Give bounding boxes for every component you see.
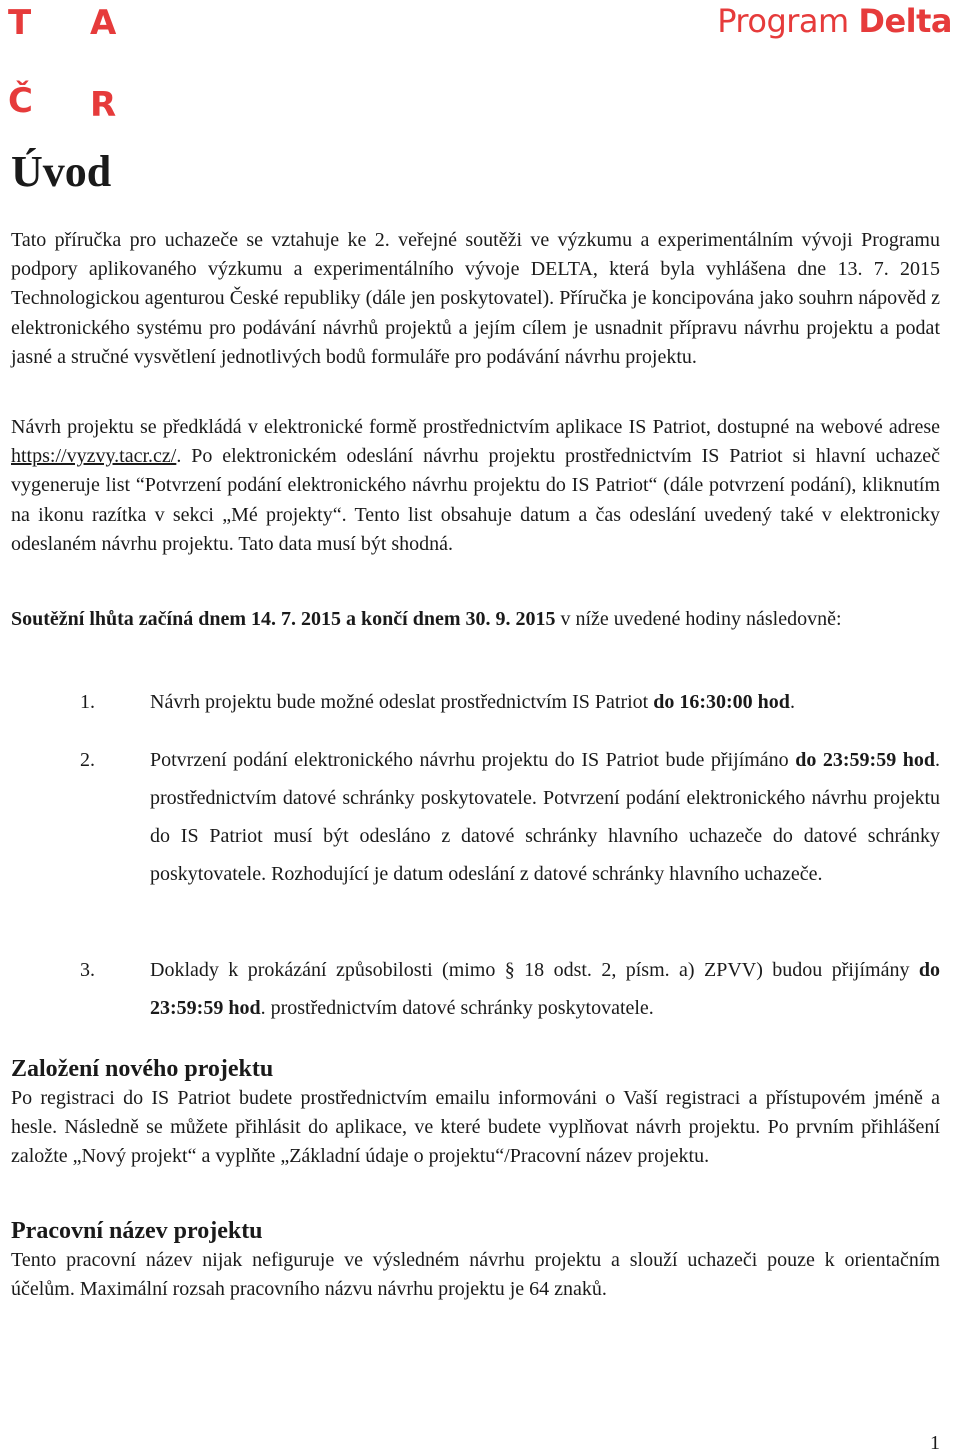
section-heading: Pracovní název projektu: [11, 1218, 263, 1244]
section-working-name: [11, 1216, 940, 1304]
deadline-text: [11, 600, 940, 638]
deadline-rest: v níže uvedené hodiny následovně:: [555, 608, 842, 630]
logo-letter-a: A: [90, 3, 117, 43]
list-number: 2.: [80, 749, 95, 771]
list-text: [150, 741, 940, 893]
page-title: Úvod: [11, 147, 112, 196]
section-text: Po registraci do IS Patriot budete prostřednictvím emailu informováni o Vaší registraci a přístupovém jméně a hesle. Následně se můžete přihlásit do aplikace, ve které budete vyplňovat návrh projektu. Po prvním přihlášení založte „Nový projekt“ a vyplňte „Základní údaje o projektu“/Pracovní název projektu.: [11, 1087, 940, 1168]
logo-letter-r: R: [90, 85, 117, 125]
logo-letter-t: T: [8, 3, 32, 43]
delta-label: Delta: [858, 2, 952, 40]
list-item: [80, 683, 940, 721]
list-text: [150, 683, 940, 721]
page-number: 1: [930, 1432, 940, 1454]
program-delta-logo: [717, 2, 952, 40]
intro-paragraph-1: [11, 226, 940, 372]
list-number: 3.: [80, 959, 95, 981]
list-text-before: Návrh projektu bude možné odeslat prostřednictvím IS Patriot: [150, 691, 654, 713]
section-text: Tento pracovní název nijak nefiguruje ve výsledném návrhu projektu a slouží uchazeči pouze k orientačním účelům. Maximální rozsah pracovního názvu návrhu projektu je 64 znaků.: [11, 1249, 940, 1301]
section-new-project: [11, 1054, 940, 1172]
intro-text-2: [11, 413, 940, 559]
intro-paragraph-2: [11, 413, 940, 559]
list-text-before: Potvrzení podání elektronického návrhu projektu do IS Patriot bude přijímáno: [150, 749, 796, 771]
list-text-after: . prostřednictvím datové schránky poskytovatele. Potvrzení podání elektronického návrhu projektu do IS Patriot musí být odesláno z datové schránky hlavního uchazeče do datové schránky poskytovatele. Rozhodující je datum odeslání z datové schránky hlavního uchazeče.: [150, 749, 940, 885]
list-text-before: Doklady k prokázání způsobilosti (mimo § 18 odst. 2, písm. a) ZPVV) budou přijímány: [150, 959, 919, 981]
list-item: [80, 741, 940, 893]
list-text-after: .: [789, 691, 795, 713]
list-text-after: . prostřednictvím datové schránky poskytovatele.: [260, 997, 654, 1019]
list-text: [150, 951, 940, 1027]
intro-text-1: Tato příručka pro uchazeče se vztahuje ke 2. veřejné soutěži ve výzkumu a experimentálním vývoji Programu podpory aplikovaného výzkumu a experimentálního vývoje DELTA, která byla vyhlášena dne 13. 7. 2015 Technologickou agenturou České republiky (dále jen poskytovatel). Příručka je koncipována jako souhrn nápověd z elektronického systému pro podávání návrhů projektů a jejím cílem je usnadnit přípravu návrhu projektu a podat jasné a stručné vysvětlení jednotlivých bodů formuláře pro podávání návrhu projektu.: [11, 229, 940, 368]
list-text-bold: do 23:59:59 hod: [150, 959, 940, 1019]
logo-letter-c: Č: [8, 81, 33, 121]
intro-text-2-after: . Po elektronickém odeslání návrhu projektu prostřednictvím IS Patriot si hlavní uchazeč vygeneruje list “Potvrzení podání elektronického návrhu projektu do IS Patriot“ (dále potvrzení podání), kliknutím na ikonu razítka v sekci „Mé projekty“. Tento list obsahuje datum a čas odeslání uvedený také v elektronicky odeslaném návrhu projektu. Tato data musí být shodná.: [11, 445, 940, 555]
intro-text-2-before: Návrh projektu se předkládá v elektronické formě prostřednictvím aplikace IS Patriot, dostupné na webové adrese: [11, 416, 940, 438]
vyzvy-link[interactable]: https://vyzvy.tacr.cz/: [11, 445, 177, 468]
list-item: [80, 951, 940, 1027]
list-text-bold: do 23:59:59 hod: [795, 749, 935, 771]
deadline-bold: Soutěžní lhůta začíná dnem 14. 7. 2015 a končí dnem 30. 9. 2015: [11, 608, 556, 630]
section-heading: Založení nového projektu: [11, 1056, 274, 1082]
deadline-paragraph: [11, 600, 940, 638]
list-text-bold: do 16:30:00 hod: [653, 691, 790, 713]
program-label: Program: [717, 2, 849, 40]
list-number: 1.: [80, 691, 95, 713]
